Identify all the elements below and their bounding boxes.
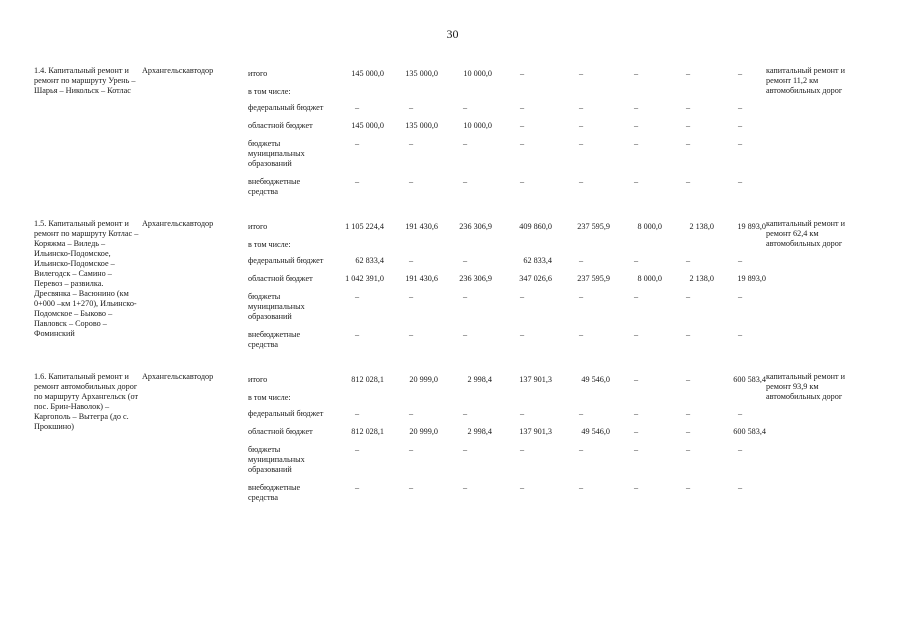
row-spacer: [34, 205, 846, 219]
amount-cell: –: [737, 121, 743, 130]
amount-cell: –: [737, 330, 743, 339]
spacer-cell: [34, 205, 846, 219]
amount-cell: –: [737, 139, 743, 148]
empty-cell: [610, 87, 662, 103]
amount-cell: 600 583,4: [733, 375, 766, 384]
empty-cell: [438, 87, 492, 103]
amount-cell: 237 595,9: [577, 274, 610, 283]
empty-cell: [492, 240, 552, 256]
amount-cell: 10 000,0: [463, 69, 492, 78]
spacer-cell: [34, 358, 846, 372]
empty-cell: [552, 87, 610, 103]
amount-cell: –: [408, 483, 414, 492]
amount-cell: –: [354, 177, 360, 186]
amount-cell: –: [685, 139, 691, 148]
amount-cell: 812 028,1: [351, 427, 384, 436]
amount-cell: –: [633, 121, 639, 130]
amount-cell: 600 583,4: [733, 427, 766, 436]
amount-cell: –: [578, 292, 584, 301]
amount-cell: 145 000,0: [351, 121, 384, 130]
amount-cell: –: [519, 69, 525, 78]
amount-cell: –: [578, 445, 584, 454]
amount-cell: –: [685, 69, 691, 78]
amount-cell: –: [633, 445, 639, 454]
amount-cell: –: [685, 409, 691, 418]
amount-cell: 347 026,6: [519, 274, 552, 283]
amount-cell: –: [578, 177, 584, 186]
project-result: капитальный ремонт и ремонт 11,2 км автомобильных дорог: [766, 66, 846, 95]
empty-cell: [662, 87, 714, 103]
amount-cell: –: [633, 139, 639, 148]
amount-cell: –: [633, 427, 639, 436]
amount-cell: 137 901,3: [519, 375, 552, 384]
amount-cell: –: [408, 445, 414, 454]
amount-cell: 236 306,9: [459, 222, 492, 231]
project-result: капитальный ремонт и ремонт 62,4 км автомобильных дорог: [766, 219, 846, 248]
empty-cell: [438, 240, 492, 256]
amount-cell: –: [578, 330, 584, 339]
amount-cell: 409 860,0: [519, 222, 552, 231]
empty-cell: [610, 240, 662, 256]
amount-cell: 2 998,4: [467, 375, 492, 384]
table-row: [34, 66, 846, 87]
amount-cell: –: [519, 139, 525, 148]
empty-cell: [662, 240, 714, 256]
amount-cell: –: [462, 445, 468, 454]
funding-source-label: в том числе:: [248, 240, 291, 249]
amount-cell: –: [737, 483, 743, 492]
empty-cell: [384, 240, 438, 256]
amount-cell: –: [519, 121, 525, 130]
amount-cell: 62 833,4: [355, 256, 384, 265]
amount-cell: –: [462, 409, 468, 418]
amount-cell: –: [633, 69, 639, 78]
amount-cell: –: [519, 103, 525, 112]
amount-cell: –: [519, 177, 525, 186]
empty-cell: [492, 87, 552, 103]
empty-cell: [552, 240, 610, 256]
amount-cell: 135 000,0: [405, 69, 438, 78]
table-row: [34, 372, 846, 393]
empty-cell: [610, 393, 662, 409]
amount-cell: –: [633, 483, 639, 492]
amount-cell: –: [578, 483, 584, 492]
amount-cell: –: [519, 409, 525, 418]
amount-cell: 191 430,6: [405, 274, 438, 283]
project-name: 1.5. Капитальный ремонт и ремонт по маршруту Котлас – Коряжма – Виледь – Ильинско-Подомское, Ильинско-Подомское – Вилегодск – Самино – Перевоз – развилка. Дресвянка – Васюнино (км 0+000 –км 1+270), Ильинско-Подомское – Быково – Павловск – Сорово – Фоминский: [34, 219, 139, 338]
funding-source-label: областной бюджет: [248, 274, 313, 283]
amount-cell: 8 000,0: [637, 274, 662, 283]
amount-cell: –: [633, 103, 639, 112]
empty-cell: [384, 87, 438, 103]
amount-cell: 20 999,0: [409, 375, 438, 384]
funding-source-label: внебюджетные средства: [248, 483, 301, 502]
amount-cell: 19 893,0: [737, 274, 766, 283]
amount-cell: –: [633, 256, 639, 265]
amount-cell: 2 138,0: [689, 222, 714, 231]
amount-cell: –: [685, 103, 691, 112]
amount-cell: –: [737, 292, 743, 301]
project-result: капитальный ремонт и ремонт 93,9 км автомобильных дорог: [766, 372, 846, 401]
amount-cell: –: [354, 330, 360, 339]
amount-cell: –: [633, 330, 639, 339]
amount-cell: 137 901,3: [519, 427, 552, 436]
funding-source-label: внебюджетные средства: [248, 330, 301, 349]
amount-cell: –: [578, 256, 584, 265]
amount-cell: –: [737, 177, 743, 186]
funding-source-label: бюджеты муниципальных образований: [248, 139, 305, 168]
program-table: [34, 66, 846, 511]
amount-cell: –: [519, 445, 525, 454]
amount-cell: –: [354, 292, 360, 301]
amount-cell: 191 430,6: [405, 222, 438, 231]
amount-cell: –: [685, 483, 691, 492]
amount-cell: –: [578, 409, 584, 418]
amount-cell: –: [354, 139, 360, 148]
funding-source-label: итого: [248, 69, 268, 78]
amount-cell: –: [408, 177, 414, 186]
amount-cell: –: [408, 256, 414, 265]
amount-cell: –: [578, 121, 584, 130]
amount-cell: –: [578, 69, 584, 78]
amount-cell: 1 042 391,0: [345, 274, 384, 283]
empty-cell: [714, 393, 766, 409]
empty-cell: [714, 87, 766, 103]
funding-source-label: итого: [248, 375, 268, 384]
funding-source-label: бюджеты муниципальных образований: [248, 445, 305, 474]
amount-cell: –: [462, 139, 468, 148]
amount-cell: –: [685, 292, 691, 301]
amount-cell: –: [737, 445, 743, 454]
amount-cell: –: [685, 256, 691, 265]
row-spacer: [34, 358, 846, 372]
amount-cell: 1 105 224,4: [345, 222, 384, 231]
amount-cell: –: [633, 409, 639, 418]
funding-source-label: федеральный бюджет: [248, 409, 324, 418]
funding-source-label: областной бюджет: [248, 121, 313, 130]
amount-cell: –: [633, 177, 639, 186]
amount-cell: –: [462, 177, 468, 186]
amount-cell: –: [354, 483, 360, 492]
amount-cell: –: [408, 103, 414, 112]
empty-cell: [714, 240, 766, 256]
amount-cell: –: [354, 445, 360, 454]
amount-cell: 2 998,4: [467, 427, 492, 436]
amount-cell: 145 000,0: [351, 69, 384, 78]
funding-source-label: в том числе:: [248, 393, 291, 402]
funding-source-label: бюджеты муниципальных образований: [248, 292, 305, 321]
funding-source-label: итого: [248, 222, 268, 231]
empty-cell: [330, 393, 384, 409]
amount-cell: –: [685, 177, 691, 186]
project-name: 1.4. Капитальный ремонт и ремонт по маршруту Урень – Шарья – Никольск – Котлас: [34, 66, 136, 95]
amount-cell: –: [578, 139, 584, 148]
amount-cell: –: [408, 139, 414, 148]
amount-cell: –: [685, 330, 691, 339]
amount-cell: –: [462, 103, 468, 112]
empty-cell: [438, 393, 492, 409]
amount-cell: –: [408, 330, 414, 339]
amount-cell: –: [408, 292, 414, 301]
project-executor: Архангельскавтодор: [142, 66, 214, 75]
amount-cell: –: [519, 483, 525, 492]
amount-cell: 236 306,9: [459, 274, 492, 283]
amount-cell: –: [685, 445, 691, 454]
empty-cell: [384, 393, 438, 409]
project-executor: Архангельскавтодор: [142, 219, 214, 228]
amount-cell: 8 000,0: [637, 222, 662, 231]
amount-cell: –: [685, 375, 691, 384]
amount-cell: –: [685, 121, 691, 130]
amount-cell: –: [737, 103, 743, 112]
table-row: [34, 219, 846, 240]
project-name: 1.6. Капитальный ремонт и ремонт автомобильных дорог по маршруту Архангельск (от пос. Брин-Наволок) – Каргополь – Вытегра (до с. Прокшино): [34, 372, 139, 431]
amount-cell: –: [633, 375, 639, 384]
amount-cell: –: [737, 409, 743, 418]
amount-cell: –: [408, 409, 414, 418]
amount-cell: –: [633, 292, 639, 301]
page-number: 30: [446, 27, 459, 41]
funding-source-label: внебюджетные средства: [248, 177, 301, 196]
project-executor: Архангельскавтодор: [142, 372, 214, 381]
empty-cell: [330, 87, 384, 103]
amount-cell: –: [354, 103, 360, 112]
amount-cell: 2 138,0: [689, 274, 714, 283]
amount-cell: 812 028,1: [351, 375, 384, 384]
amount-cell: 49 546,0: [581, 375, 610, 384]
funding-source-label: в том числе:: [248, 87, 291, 96]
amount-cell: –: [737, 256, 743, 265]
funding-source-label: федеральный бюджет: [248, 256, 324, 265]
amount-cell: –: [519, 292, 525, 301]
amount-cell: –: [737, 69, 743, 78]
amount-cell: –: [354, 409, 360, 418]
empty-cell: [662, 393, 714, 409]
amount-cell: –: [578, 103, 584, 112]
amount-cell: –: [519, 330, 525, 339]
empty-cell: [330, 240, 384, 256]
amount-cell: –: [462, 330, 468, 339]
funding-source-label: федеральный бюджет: [248, 103, 324, 112]
amount-cell: –: [462, 256, 468, 265]
amount-cell: 20 999,0: [409, 427, 438, 436]
amount-cell: 135 000,0: [405, 121, 438, 130]
amount-cell: 49 546,0: [581, 427, 610, 436]
amount-cell: –: [462, 483, 468, 492]
empty-cell: [492, 393, 552, 409]
amount-cell: 237 595,9: [577, 222, 610, 231]
amount-cell: 19 893,0: [737, 222, 766, 231]
funding-source-label: областной бюджет: [248, 427, 313, 436]
amount-cell: 62 833,4: [523, 256, 552, 265]
amount-cell: 10 000,0: [463, 121, 492, 130]
amount-cell: –: [462, 292, 468, 301]
empty-cell: [552, 393, 610, 409]
amount-cell: –: [685, 427, 691, 436]
